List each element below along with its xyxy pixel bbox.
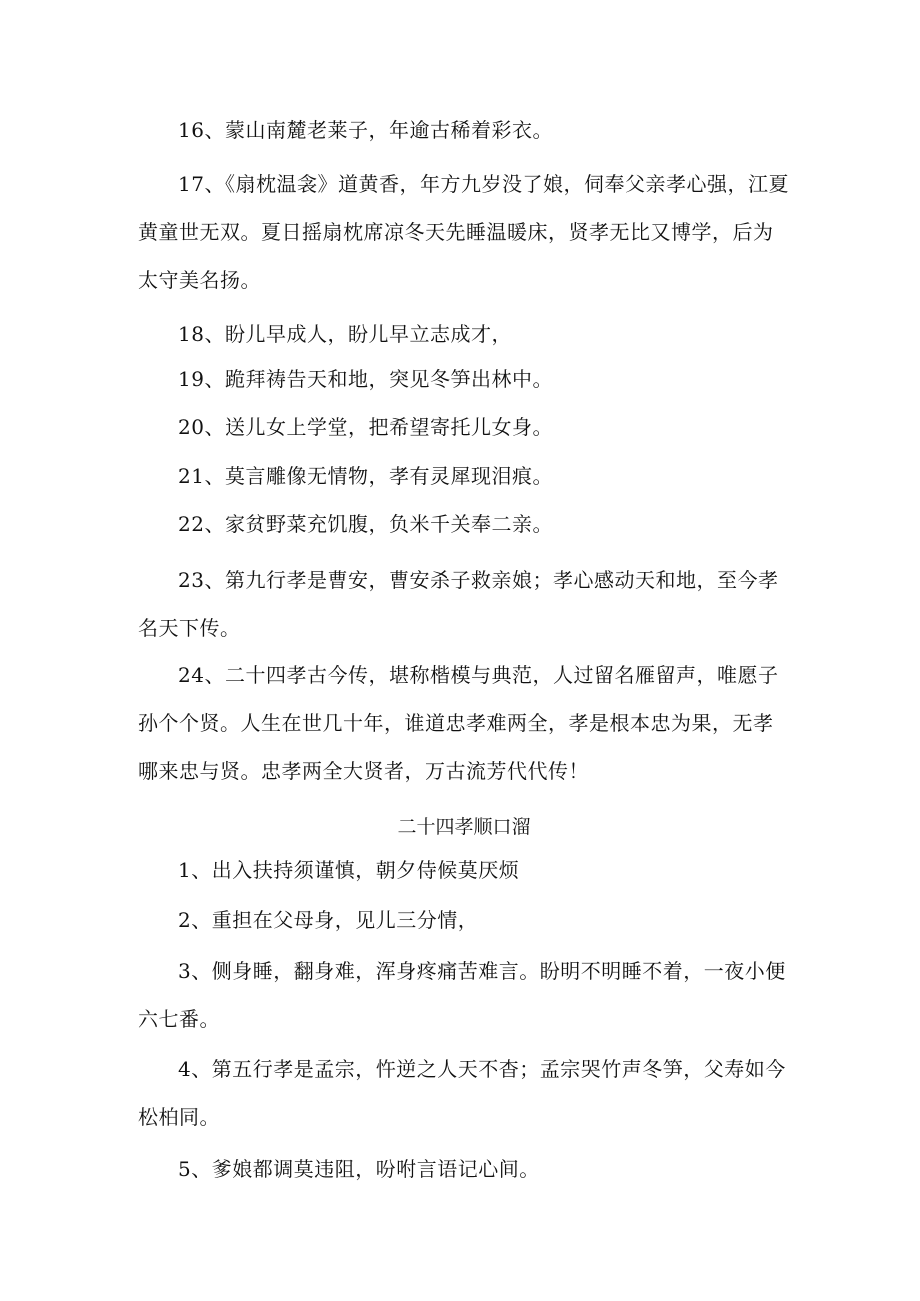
paragraph-22: 22、家贫野菜充饥腹，负米千关奉二亲。: [178, 512, 553, 536]
section-title: 二十四孝顺口溜: [397, 816, 531, 838]
list-item-5: 5、爹娘都调莫违阻，吩咐言语记心间。: [178, 1157, 540, 1181]
paragraph-20: 20、送儿女上学堂，把希望寄托儿女身。: [178, 415, 553, 439]
paragraph-24: 24、二十四孝古今传，堪称楷模与典范，人过留名雁留声，唯愿子孙个个贤。人生在世几十年，谁道忠孝难两全，孝是根本忠为果，无孝哪来忠与贤。忠孝两全大贤者，万古流芳代代传！: [138, 663, 779, 783]
list-item-1: 1、出入扶持须谨慎，朝夕侍候莫厌烦: [178, 858, 520, 882]
paragraph-16: 16、蒙山南麓老莱子，年逾古稀着彩衣。: [178, 118, 553, 142]
paragraph-19: 19、跪拜祷告天和地，突见冬笋出林中。: [178, 367, 553, 391]
list-item-3: 3、侧身睡，翻身难，浑身疼痛苦难言。盼明不明睡不着，一夜小便六七番。: [138, 959, 786, 1031]
list-item-2: 2、重担在父母身，见儿三分情，: [178, 908, 479, 932]
paragraph-17: 17、《扇枕温衾》道黄香，年方九岁没了娘，伺奉父亲孝心强，江夏黄童世无双。夏日摇扇枕席凉冬天先睡温暖床，贤孝无比又博学，后为太守美名扬。: [138, 172, 789, 292]
paragraph-18: 18、盼儿早成人，盼儿早立志成才，: [178, 322, 512, 346]
paragraph-23: 23、第九行孝是曹安，曹安杀子救亲娘；孝心感动天和地，至今孝名天下传。: [138, 568, 779, 640]
list-item-4: 4、第五行孝是孟宗，忤逆之人天不杳；孟宗哭竹声冬笋，父寿如今松柏同。: [138, 1057, 786, 1129]
paragraph-21: 21、莫言雕像无情物，孝有灵犀现泪痕。: [178, 464, 553, 488]
